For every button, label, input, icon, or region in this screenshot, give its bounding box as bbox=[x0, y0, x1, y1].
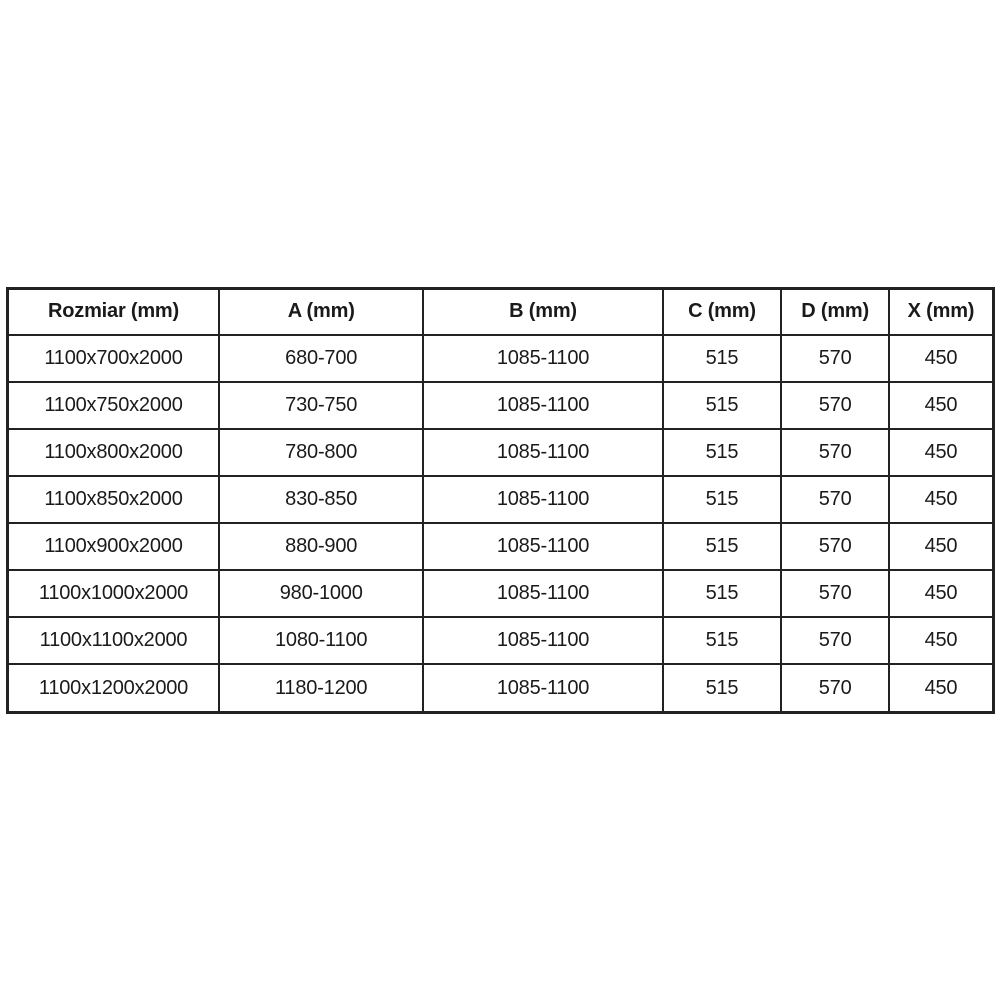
cell-rozmiar: 1100x750x2000 bbox=[8, 382, 219, 429]
cell-a: 980-1000 bbox=[219, 570, 423, 617]
cell-d: 570 bbox=[781, 335, 889, 382]
cell-x: 450 bbox=[889, 476, 994, 523]
cell-rozmiar: 1100x800x2000 bbox=[8, 429, 219, 476]
cell-x: 450 bbox=[889, 664, 994, 712]
cell-c: 515 bbox=[663, 335, 782, 382]
cell-c: 515 bbox=[663, 476, 782, 523]
cell-d: 570 bbox=[781, 429, 889, 476]
cell-d: 570 bbox=[781, 664, 889, 712]
cell-b: 1085-1100 bbox=[423, 476, 662, 523]
cell-a: 730-750 bbox=[219, 382, 423, 429]
table-row bbox=[8, 476, 994, 523]
cell-d: 570 bbox=[781, 617, 889, 664]
dimensions-table bbox=[6, 287, 995, 714]
cell-b: 1085-1100 bbox=[423, 570, 662, 617]
cell-x: 450 bbox=[889, 429, 994, 476]
cell-c: 515 bbox=[663, 523, 782, 570]
cell-rozmiar: 1100x1100x2000 bbox=[8, 617, 219, 664]
dimensions-table-container bbox=[6, 287, 995, 714]
cell-x: 450 bbox=[889, 617, 994, 664]
cell-d: 570 bbox=[781, 523, 889, 570]
column-header-c: C (mm) bbox=[663, 289, 782, 335]
column-header-a: A (mm) bbox=[219, 289, 423, 335]
cell-rozmiar: 1100x850x2000 bbox=[8, 476, 219, 523]
cell-a: 1180-1200 bbox=[219, 664, 423, 712]
column-header-x: X (mm) bbox=[889, 289, 994, 335]
column-header-d: D (mm) bbox=[781, 289, 889, 335]
table-row bbox=[8, 382, 994, 429]
table-row bbox=[8, 429, 994, 476]
cell-rozmiar: 1100x1000x2000 bbox=[8, 570, 219, 617]
cell-b: 1085-1100 bbox=[423, 617, 662, 664]
table-row bbox=[8, 570, 994, 617]
cell-b: 1085-1100 bbox=[423, 382, 662, 429]
cell-a: 880-900 bbox=[219, 523, 423, 570]
cell-x: 450 bbox=[889, 382, 994, 429]
cell-d: 570 bbox=[781, 476, 889, 523]
cell-a: 780-800 bbox=[219, 429, 423, 476]
table-row bbox=[8, 523, 994, 570]
cell-c: 515 bbox=[663, 617, 782, 664]
cell-a: 1080-1100 bbox=[219, 617, 423, 664]
cell-a: 680-700 bbox=[219, 335, 423, 382]
cell-b: 1085-1100 bbox=[423, 664, 662, 712]
cell-b: 1085-1100 bbox=[423, 523, 662, 570]
cell-a: 830-850 bbox=[219, 476, 423, 523]
column-header-b: B (mm) bbox=[423, 289, 662, 335]
cell-rozmiar: 1100x700x2000 bbox=[8, 335, 219, 382]
cell-x: 450 bbox=[889, 335, 994, 382]
cell-b: 1085-1100 bbox=[423, 429, 662, 476]
cell-c: 515 bbox=[663, 429, 782, 476]
table-row bbox=[8, 617, 994, 664]
table-row bbox=[8, 664, 994, 712]
cell-x: 450 bbox=[889, 570, 994, 617]
cell-b: 1085-1100 bbox=[423, 335, 662, 382]
cell-rozmiar: 1100x1200x2000 bbox=[8, 664, 219, 712]
cell-c: 515 bbox=[663, 382, 782, 429]
cell-x: 450 bbox=[889, 523, 994, 570]
cell-c: 515 bbox=[663, 664, 782, 712]
column-header-rozmiar: Rozmiar (mm) bbox=[8, 289, 219, 335]
cell-c: 515 bbox=[663, 570, 782, 617]
cell-rozmiar: 1100x900x2000 bbox=[8, 523, 219, 570]
cell-d: 570 bbox=[781, 382, 889, 429]
cell-d: 570 bbox=[781, 570, 889, 617]
header-row bbox=[8, 289, 994, 335]
table-row bbox=[8, 335, 994, 382]
